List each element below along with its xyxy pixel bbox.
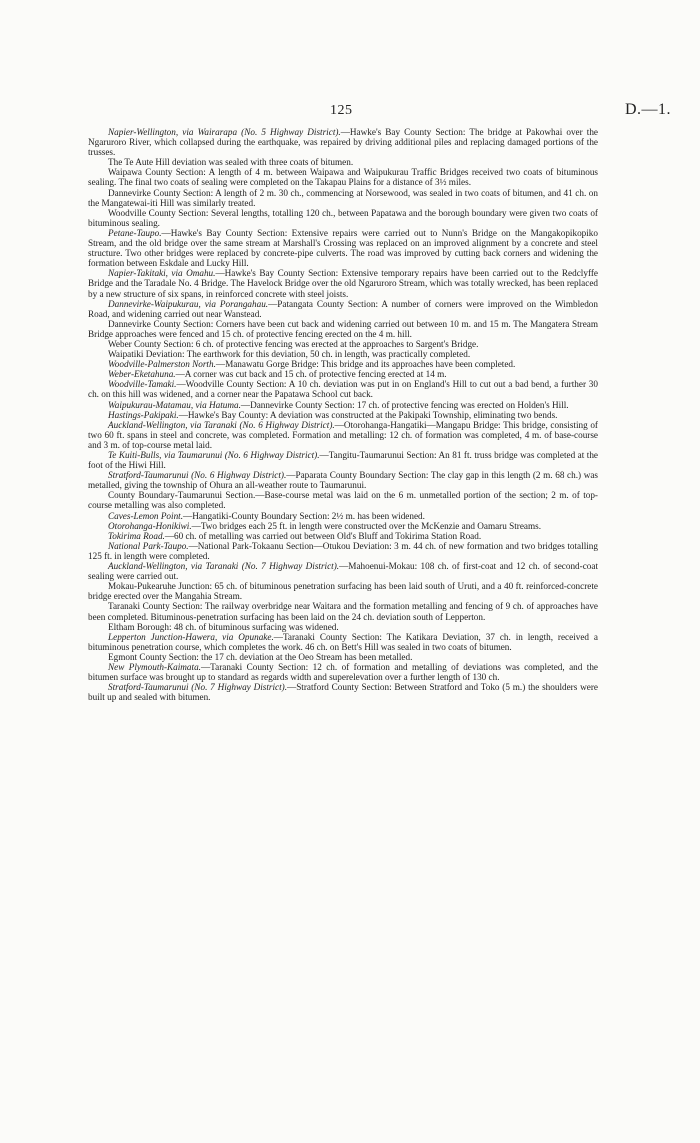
paragraph-text: Taranaki County Section: The railway overbridge near Waitara and the formation metalling and fencing of 9 ch. of approaches have been completed. Bituminous-penetration surfacing has been laid on the 24 ch. deviation south of Lepperton. xyxy=(88,601,598,622)
paragraph xyxy=(88,450,598,470)
paragraph-text: —Hawke's Bay County Section: The bridge at Pakowhai over the Ngaruroro River, which collapsed during the earthquake, was repaired by driving additional piles and replacing damaged portions of the trusses. xyxy=(88,127,599,158)
paragraph-heading: Petane-Taupo. xyxy=(108,227,162,238)
paragraph-text: Waipawa County Section: A length of 4 m. between Waipawa and Waipukurau Traffic Bridges received two coats of bituminous sealing. The final two coats of sealing were completed on the Takapau Plains for a distance of 3½ miles. xyxy=(88,167,598,188)
paragraph-heading: Caves-Lemon Point. xyxy=(108,510,184,521)
paragraph xyxy=(88,601,598,621)
paragraph xyxy=(88,622,598,632)
paragraph-text: Dannevirke County Section: Corners have been cut back and widening carried out between 10 m. and 15 m. The Mangatera Stream Bridge approaches were fenced and 15 ch. of protective fencing erected on the 4 m. hill. xyxy=(88,318,598,339)
paragraph-heading: Waipukurau-Matamau, via Hatuma. xyxy=(108,399,241,410)
paragraph xyxy=(88,127,598,157)
paragraph-text: —A corner was cut back and 15 ch. of protective fencing erected at 14 m. xyxy=(175,369,447,380)
paragraph-text: —Paparata County Boundary Section: The clay gap in this length (2 m. 68 ch.) was metalled, giving the township of Ohura an all-weather route to Taumarunui. xyxy=(88,470,598,491)
paragraph-heading: Auckland-Wellington, via Taranaki (No. 6 Highway District). xyxy=(108,419,335,430)
paragraph xyxy=(88,319,598,339)
paragraph-heading: Te Kuiti-Bulls, via Taumarunui (No. 6 Highway District). xyxy=(108,450,320,460)
paragraph-text: Mokau-Pukearuhe Junction: 65 ch. of bituminous penetration surfacing has been laid south of Uruti, and a 40 ft. reinforced-concrete bridge erected over the Mangahia Stream. xyxy=(88,581,598,602)
paragraph-heading: Stratford-Taumarunui (No. 6 Highway District). xyxy=(108,470,287,481)
paragraph-text: —Woodville County Section: A 10 ch. deviation was put in on England's Hill to cut out a bad bend, a further 30 ch. on this hill was widened, and a corner near the Papatawa School cut back. xyxy=(88,379,598,400)
paragraph xyxy=(88,420,598,450)
paragraph xyxy=(88,228,598,268)
paragraph xyxy=(88,400,598,410)
paragraph xyxy=(88,268,598,298)
paragraph-text: —Taranaki County Section: The Katikara Deviation, 37 ch. in length, received a bituminous penetration course, which completes the work. 46 ch. on Bett's Hill was sealed in two coats of bitumen. xyxy=(88,631,598,652)
paragraph-heading: Napier-Takitaki, via Omahu. xyxy=(108,268,216,279)
paragraph xyxy=(88,349,598,359)
paragraph-text: —Taranaki County Section: 12 ch. of formation and metalling of deviations was completed, and the bitumen surface was brought up to standard as regards width and superelevation over a further length of 130 ch. xyxy=(88,661,598,683)
paragraph-heading: Stratford-Taumarunui (No. 7 Highway District). xyxy=(108,682,287,693)
paragraph-heading: Napier-Wellington, via Wairarapa (No. 5 Highway District). xyxy=(108,127,341,137)
paragraph xyxy=(88,369,598,379)
paragraph-text: Dannevirke County Section: A length of 2 m. 30 ch., commencing at Norsewood, was sealed in two coats of bitumen, and 41 ch. on the Mangatewai-iti Hill was similarly treated. xyxy=(88,187,598,208)
paragraph-text: —Hawke's Bay County Section: Extensive repairs were carried out to Nunn's Bridge on the Mangakopikopiko Stream, and the old bridge over the same stream at Marshall's Crossing was replaced on an improved alignment by a concrete and steel structure. Two other bridges were replaced by concrete-pipe culverts. The road was improved by cutting back corners and widening the formation between Eskdale and Lucky Hill. xyxy=(88,227,598,269)
paragraph-text: Eltham Borough: 48 ch. of bituminous surfacing was widened. xyxy=(108,621,339,632)
paragraph-text: —Hawke's Bay County: A deviation was constructed at the Pakipaki Township, eliminating two bends. xyxy=(178,409,558,420)
paragraph-heading: Tokirima Road. xyxy=(108,530,165,541)
paragraph xyxy=(88,490,598,510)
paragraph-text: Waipatiki Deviation: The earthwork for this deviation, 50 ch. in length, was practically completed. xyxy=(108,349,471,360)
paragraph-text: —Stratford County Section: Between Stratford and Toko (5 m.) the shoulders were built up and sealed with bitumen. xyxy=(88,682,598,703)
paragraph xyxy=(88,359,598,369)
paragraph-heading: Woodville-Palmerston North. xyxy=(108,359,216,370)
paragraph-heading: Lepperton Junction-Hawera, via Opunake. xyxy=(108,631,274,642)
paragraph-text: —Two bridges each 25 ft. in length were constructed over the McKenzie and Oamaru Streams. xyxy=(191,520,542,531)
paragraph-text: —60 ch. of metalling was carried out between Old's Bluff and Tokirima Station Road. xyxy=(164,530,482,541)
paragraph-text: Egmont County Section: the 17 ch. deviation at the Oeo Stream has been metalled. xyxy=(108,651,413,662)
paragraph-text: —Hangatiki-County Boundary Section: 2½ m. has been widened. xyxy=(183,510,425,521)
paragraph xyxy=(88,410,598,420)
paragraph-heading: Weber-Eketahuna. xyxy=(108,369,176,380)
document-reference: D.—1. xyxy=(625,101,672,118)
paragraph-text: —National Park-Tokaanu Section—Otukou Deviation: 3 m. 44 ch. of new formation and two bridges totalling 125 ft. in length were completed. xyxy=(88,540,598,561)
paragraph xyxy=(88,157,598,167)
paragraph-text: —Patangata County Section: A number of corners were improved on the Wimbledon Road, and widening carried out near Wanstead. xyxy=(88,298,598,319)
paragraph xyxy=(88,561,598,581)
paragraph xyxy=(88,662,598,682)
paragraph-heading: National Park-Taupo. xyxy=(108,540,189,551)
paragraph xyxy=(88,188,598,208)
paragraph xyxy=(88,541,598,561)
paragraph xyxy=(88,521,598,531)
paragraph xyxy=(88,682,598,702)
paragraph xyxy=(88,208,598,228)
paragraph-text: —Mahoenui-Mokau: 108 ch. of first-coat and 12 ch. of second-coat sealing were carried out. xyxy=(88,561,599,582)
paragraph-heading: Woodville-Tamaki. xyxy=(108,379,177,390)
page-number: 125 xyxy=(330,103,353,118)
paragraph-heading: Dannevirke-Waipukurau, via Porangahau. xyxy=(108,298,269,309)
paragraph-text: —Dannevirke County Section: 17 ch. of protective fencing was erected on Holden's Hill. xyxy=(240,399,569,410)
paragraph-heading: Hastings-Pakipaki. xyxy=(108,409,179,420)
paragraph-heading: New Plymouth-Kaimata. xyxy=(108,661,201,672)
paragraph xyxy=(88,652,598,662)
paragraph-text: —Manawatu Gorge Bridge: This bridge and its approaches have been completed. xyxy=(215,359,516,370)
paragraph-heading: Otorohanga-Honikiwi. xyxy=(108,520,192,531)
paragraph-text: Weber County Section: 6 ch. of protective fencing was erected at the approaches to Sargent's Bridge. xyxy=(108,338,479,349)
body-text xyxy=(88,127,598,702)
paragraph-text: County Boundary-Taumarunui Section.—Base-course metal was laid on the 6 m. unmetalled portion of the section; 2 m. of top-course metalling was also completed. xyxy=(88,490,598,511)
paragraph-text: Woodville County Section: Several lengths, totalling 120 ch., between Papatawa and the borough boundary were given two coats of bituminous sealing. xyxy=(88,207,598,228)
paragraph xyxy=(88,299,598,319)
paragraph-text: The Te Aute Hill deviation was sealed with three coats of bitumen. xyxy=(108,157,354,168)
paragraph xyxy=(88,339,598,349)
paragraph xyxy=(88,632,598,652)
paragraph-text: —Otorohanga-Hangatiki—Mangapu Bridge: This bridge, consisting of two 60 ft. spans in steel and concrete, was completed. Formation and metalling: 12 ch. of formation was completed, 4 m. of base-course and 3 m. of top-course metal laid. xyxy=(88,419,598,450)
paragraph xyxy=(88,167,598,187)
paragraph xyxy=(88,379,598,399)
paragraph-heading: Auckland-Wellington, via Taranaki (No. 7 Highway District). xyxy=(108,561,340,572)
paragraph xyxy=(88,511,598,521)
paragraph xyxy=(88,470,598,490)
paragraph xyxy=(88,581,598,601)
paragraph-text: —Tangitu-Taumarunui Section: An 81 ft. truss bridge was completed at the foot of the Hiwi Hill. xyxy=(88,450,599,471)
paragraph xyxy=(88,531,598,541)
paragraph-text: —Hawke's Bay County Section: Extensive temporary repairs have been carried out to the Redclyffe Bridge and the Taradale No. 4 Bridge. The Havelock Bridge over the old Ngaruroro Stream, which was totally wrecked, has been replaced by a new structure of six spans, in reinforced concrete with steel joists. xyxy=(88,268,598,299)
